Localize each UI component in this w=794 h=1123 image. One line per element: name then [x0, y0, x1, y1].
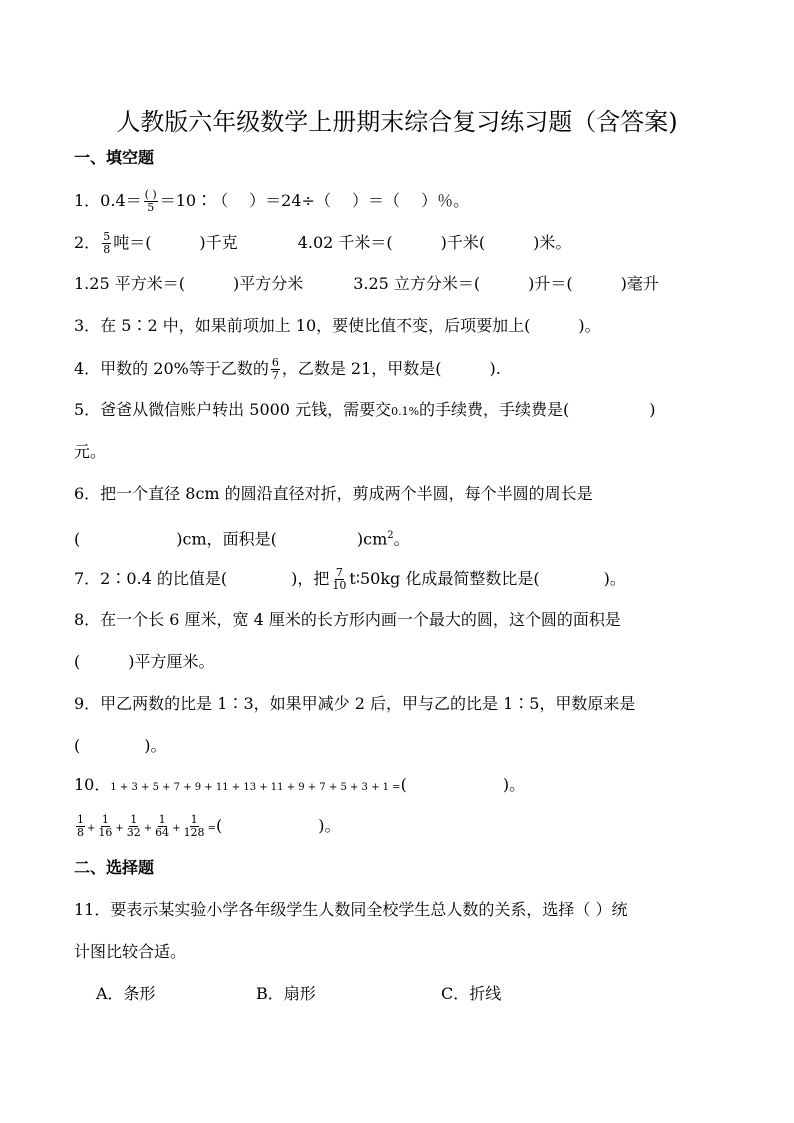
q2a-number: 2． [74, 233, 101, 252]
q10-fraction [76, 814, 85, 839]
q7-frac-den: 10 [332, 579, 347, 592]
q10-frac-den: 128 [183, 826, 205, 839]
q2b-text-b: 3.25 立方分米＝( )升＝( )毫升 [353, 274, 659, 293]
q7-text-b: t∶50kg 化成最简整数比是( )。 [349, 569, 626, 588]
q2a-text-a: 吨＝( )千克 [113, 233, 238, 252]
question-8-cont: ( )平方厘米。 [74, 652, 215, 671]
q10-expression: 1 + 3 + 5 + 7 + 9 + 11 + 13 + 11 + 9 + 7 + 5 + 3 + 1 = [110, 782, 401, 793]
q10-fraction [126, 814, 142, 839]
option-c: C．折线 [441, 984, 502, 1003]
question-10 [74, 774, 525, 799]
q7-frac-num: 7 [335, 566, 343, 579]
q10-plus: + [143, 823, 153, 834]
q10-frac-den: 8 [77, 826, 84, 839]
q1-frac-num: ( ) [144, 188, 157, 201]
q4-fraction [271, 357, 280, 382]
q7-text-a: 7．2∶0.4 的比值是( )，把 [74, 569, 330, 588]
option-a: A．条形 [96, 984, 156, 1003]
q1-text-a: 1．0.4＝ [74, 191, 142, 210]
q10-blank-2: ( )。 [215, 816, 341, 835]
q10-frac-den: 16 [98, 826, 113, 839]
q10-fraction [154, 814, 170, 839]
q1-fraction [144, 189, 158, 214]
q10-frac-num: 1 [158, 813, 166, 826]
q10-fraction [97, 814, 113, 839]
question-5 [74, 399, 656, 423]
question-3: 3．在 5∶2 中，如果前项加上 10，要使比值不变，后项要加上( )。 [74, 316, 601, 335]
q10-frac-den: 32 [126, 826, 141, 839]
option-b: B．扇形 [256, 984, 316, 1003]
q5-rate: 0.1% [391, 405, 420, 418]
question-4 [74, 357, 501, 382]
q10-blank-1: ( )。 [400, 775, 526, 794]
q5-text-b: 的手续费，手续费是( ) [419, 400, 656, 419]
q6-text-b: ( )cm，面积是( )cm [74, 529, 388, 549]
q5-text-a: 5．爸爸从微信账户转出 5000 元钱，需要交 [74, 400, 392, 419]
question-2a [74, 231, 571, 256]
page-title: 人教版六年级数学上册期末综合复习练习题（含答案) [116, 108, 678, 136]
q10-number: 10． [74, 775, 111, 794]
q10-fraction [183, 814, 206, 839]
question-10-fractions [74, 814, 340, 840]
section-fill-heading: 一、填空题 [74, 148, 155, 167]
q2a-frac-den: 8 [103, 243, 111, 256]
q10-plus: + [87, 823, 96, 834]
q7-fraction [331, 567, 347, 592]
question-5-cont: 元。 [74, 442, 107, 461]
q6-text-c: 。 [393, 529, 410, 549]
question-6: 6．把一个直径 8cm 的圆沿直径对折，剪成两个半圆，每个半圆的周长是 [74, 484, 593, 503]
q10-frac-num: 1 [77, 813, 84, 826]
question-9: 9．甲乙两数的比是 1∶3，如果甲减少 2 后，甲与乙的比是 1∶5，甲数原来是 [74, 694, 636, 713]
question-11-cont: 计图比较合适。 [74, 942, 187, 961]
q10-plus: + [172, 823, 181, 834]
q2a-fraction [102, 231, 111, 256]
question-9-cont: ( )。 [74, 736, 167, 755]
q4-frac-num: 6 [271, 356, 279, 369]
q10-frac-num: 1 [101, 813, 109, 826]
q2a-frac-num: 5 [103, 230, 111, 243]
question-7 [74, 567, 626, 592]
q10-frac-num: 1 [190, 813, 198, 826]
q1-frac-den: 5 [147, 201, 155, 214]
question-2b [74, 273, 659, 295]
question-11: 11．要表示某实验小学各年级学生人数同全校学生总人数的关系，选择（ ）统 [74, 900, 628, 919]
question-6-cont [74, 525, 410, 550]
q4-text-b: ，乙数是 21，甲数是( ). [281, 359, 501, 378]
q2b-text-a: 1.25 平方米＝( )平方分米 [74, 274, 304, 293]
q4-text-a: 4．甲数的 20%等于乙数的 [74, 359, 269, 378]
q10-plus: + [115, 823, 124, 834]
q6-superscript: 2 [387, 530, 394, 541]
question-8: 8．在一个长 6 厘米，宽 4 厘米的长方形内画一个最大的圆，这个圆的面积是 [74, 610, 621, 629]
q10-frac-den: 64 [155, 826, 170, 839]
question-1 [74, 189, 469, 214]
q10-equals: = [207, 823, 216, 834]
q1-text-b: ＝10∶（ ）＝24÷（ ）＝（ ）％。 [159, 191, 470, 210]
q10-frac-num: 1 [130, 813, 138, 826]
section-choice-heading: 二、选择题 [74, 858, 155, 877]
q2a-text-b: 4.02 千米＝( )千米( )米。 [297, 233, 572, 252]
q4-frac-den: 7 [271, 369, 279, 382]
